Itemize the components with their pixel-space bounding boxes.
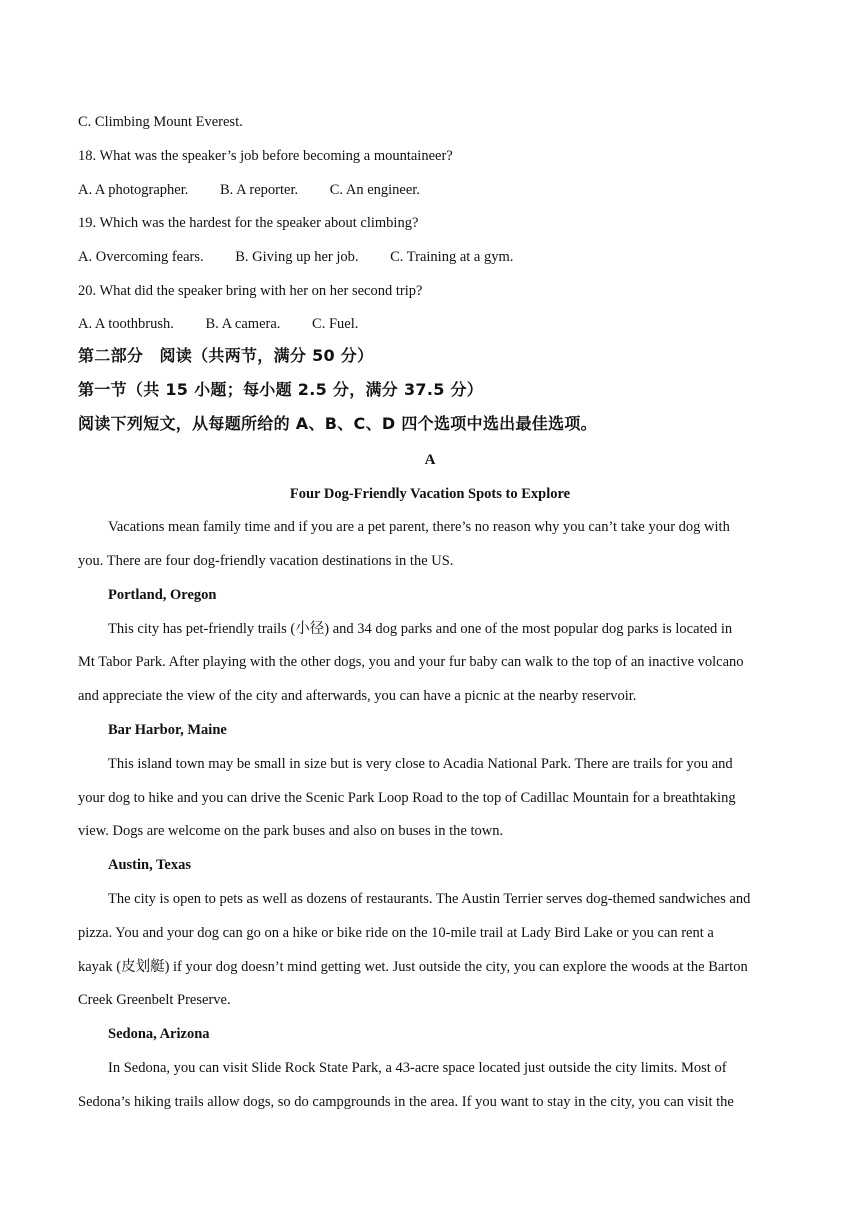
bar-harbor-line-3: view. Dogs are welcome on the park buses and also on buses in the town. <box>78 823 504 839</box>
austin-line-1: The city is open to pets as well as dozens of restaurants. The Austin Terrier serves dog-themed sandwiches and <box>108 891 751 907</box>
spot-heading-austin: Austin, Texas <box>108 857 192 873</box>
q20-option-b: B. A camera. <box>205 316 281 332</box>
q18-options <box>78 180 420 200</box>
q19-options <box>78 247 513 267</box>
q20-option-a: A. A toothbrush. <box>78 316 174 332</box>
portland-line-1: This city has pet-friendly trails (小径) and 34 dog parks and one of the most popular dog parks is located in <box>108 621 733 637</box>
spot-heading-portland: Portland, Oregon <box>108 587 217 603</box>
q20-options <box>78 314 358 334</box>
q19-option-c: C. Training at a gym. <box>390 249 514 265</box>
q20-question: 20. What did the speaker bring with her on her second trip? <box>78 283 423 299</box>
portland-line-3: and appreciate the view of the city and afterwards, you can have a picnic at the nearby reservoir. <box>78 688 637 704</box>
q19-option-a: A. Overcoming fears. <box>78 249 204 265</box>
q19-option-b: B. Giving up her job. <box>235 249 359 265</box>
bar-harbor-line-1: This island town may be small in size but is very close to Acadia National Park. There are trails for you and <box>108 756 733 772</box>
spot-heading-sedona: Sedona, Arizona <box>108 1026 210 1042</box>
portland-line-2: Mt Tabor Park. After playing with the other dogs, you and your fur baby can walk to the top of an inactive volcano <box>78 654 744 670</box>
q18-option-a: A. A photographer. <box>78 182 189 198</box>
austin-line-2: pizza. You and your dog can go on a hike or bike ride on the 10-mile trail at Lady Bird Lake or you can rent a <box>78 925 714 941</box>
intro-line-1: Vacations mean family time and if you are a pet parent, there’s no reason why you can’t take your dog with <box>108 519 730 535</box>
intro-line-2: you. There are four dog-friendly vacation destinations in the US. <box>78 553 454 569</box>
q20-option-c: C. Fuel. <box>312 316 359 332</box>
sedona-line-1: In Sedona, you can visit Slide Rock State Park, a 43-acre space located just outside the city limits. Most of <box>108 1060 727 1076</box>
austin-line-3: kayak (皮划艇) if your dog doesn’t mind getting wet. Just outside the city, you can explore the woods at the Barton <box>78 959 748 975</box>
bar-harbor-line-2: your dog to hike and you can drive the Scenic Park Loop Road to the top of Cadillac Mountain for a breathtaking <box>78 790 736 806</box>
spot-heading-bar-harbor: Bar Harbor, Maine <box>108 722 227 738</box>
passage-title: Four Dog-Friendly Vacation Spots to Explore <box>289 486 571 502</box>
austin-line-4: Creek Greenbelt Preserve. <box>78 992 231 1008</box>
reading-instruction: 阅读下列短文，从每题所给的 A、B、C、D 四个选项中选出最佳选项。 <box>78 414 597 433</box>
q17-option-c: C. Climbing Mount Everest. <box>78 114 243 130</box>
passage-label: A <box>424 452 436 468</box>
q18-option-c: C. An engineer. <box>329 182 420 198</box>
q19-question: 19. Which was the hardest for the speaker about climbing? <box>78 215 419 231</box>
part-two-heading: 第二部分 阅读（共两节，满分 50 分） <box>78 346 374 365</box>
q18-option-b: B. A reporter. <box>219 182 299 198</box>
sedona-line-2: Sedona’s hiking trails allow dogs, so do campgrounds in the area. If you want to stay in the city, you can visit the <box>78 1094 734 1110</box>
q18-question: 18. What was the speaker’s job before becoming a mountaineer? <box>78 148 453 164</box>
section-one-heading: 第一节（共 15 小题；每小题 2.5 分，满分 37.5 分） <box>78 380 484 399</box>
